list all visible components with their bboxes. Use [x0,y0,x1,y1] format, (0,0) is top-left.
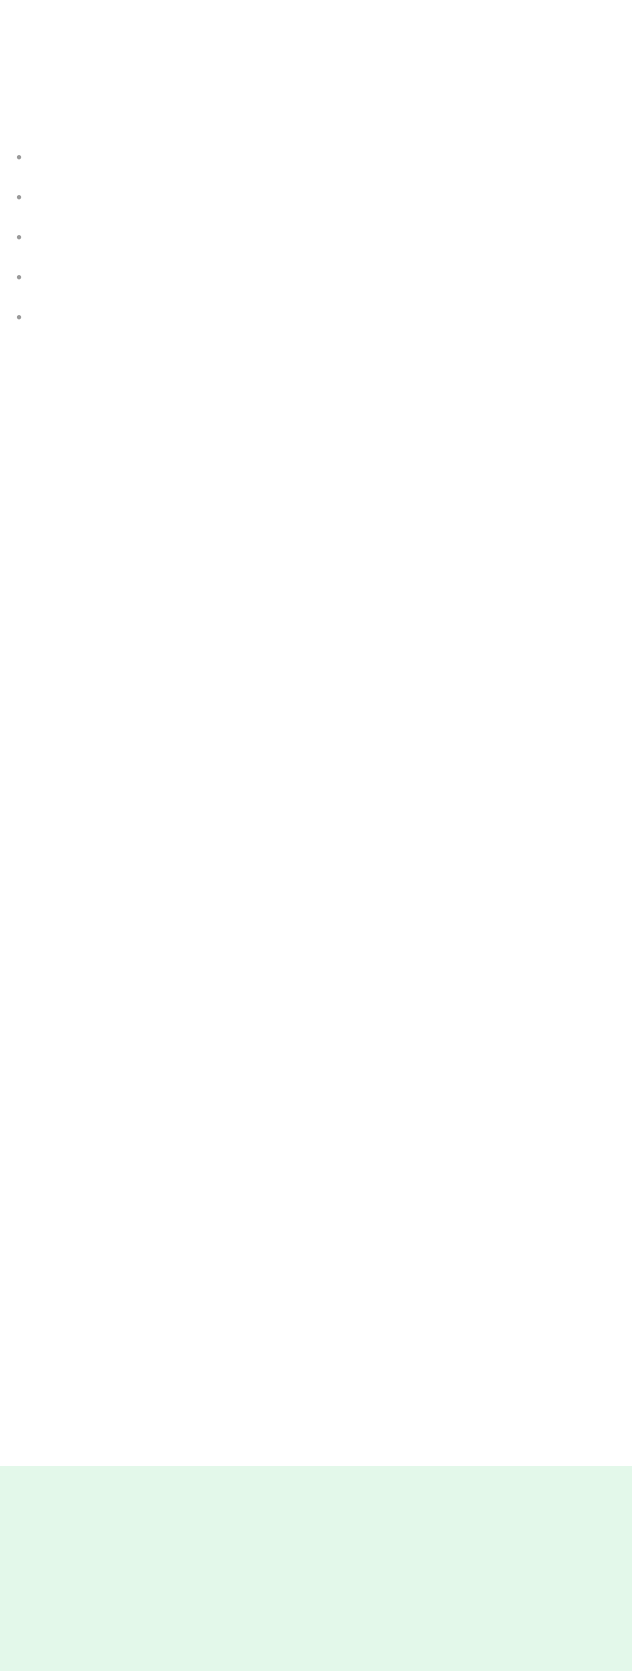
bullet-icon: ● [16,272,23,283]
bullet-icon: ● [16,312,23,323]
answer-highlight [0,1466,632,1671]
bullet-icon: ● [16,192,23,203]
bullet-icon: ● [16,232,23,243]
bullet-icon: ● [16,152,23,163]
